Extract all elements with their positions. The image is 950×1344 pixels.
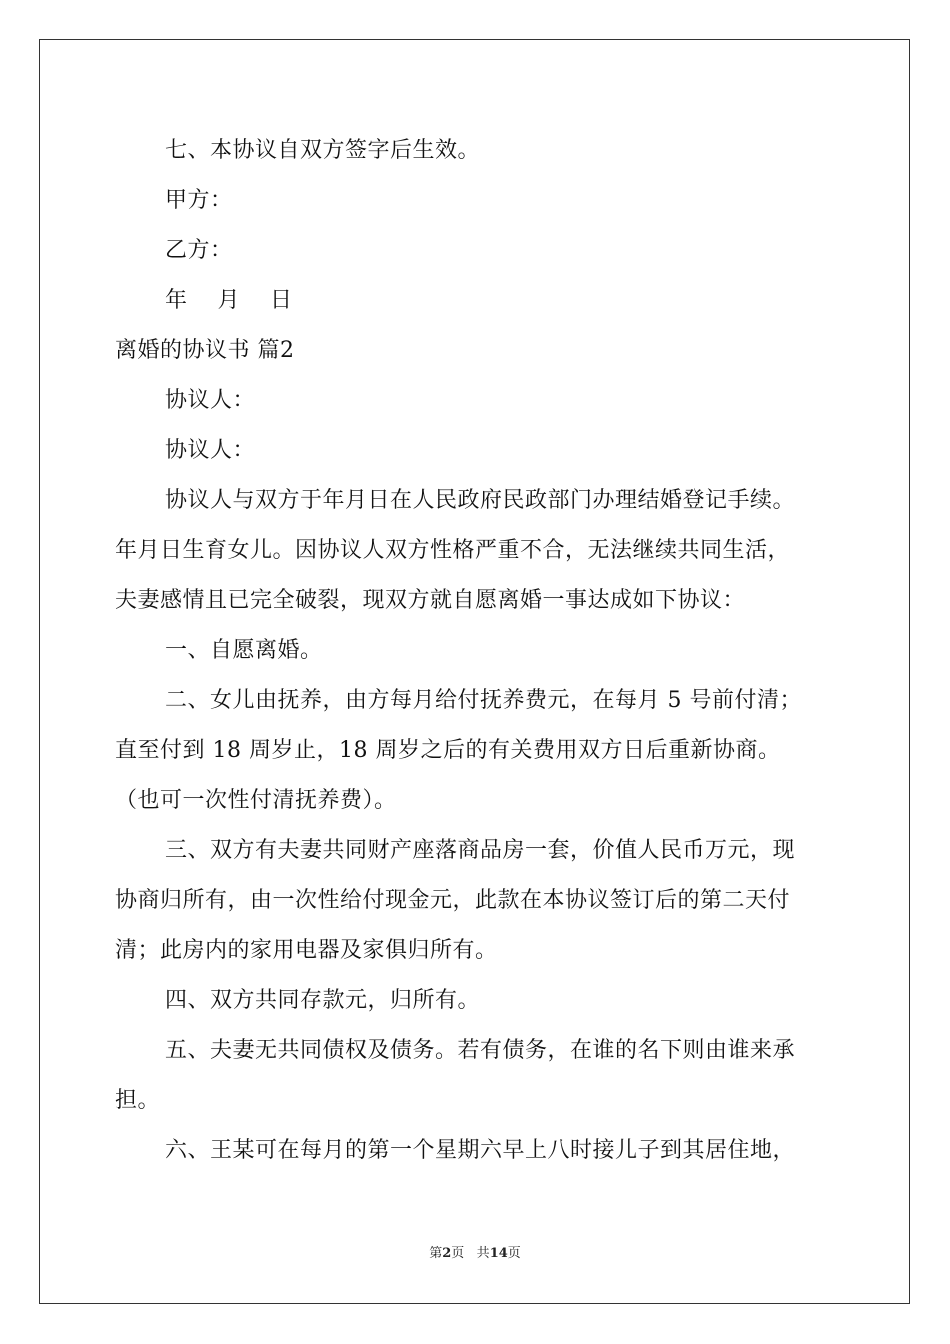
clause-line: 清；此房内的家用电器及家俱归所有。 xyxy=(115,938,498,963)
clause-line: 二、女儿由抚养，由方每月给付抚养费元，在每月 5 号前付清； xyxy=(165,688,802,713)
party-b-label: 乙方： xyxy=(165,238,233,263)
clause-line: （也可一次性付清抚养费）。 xyxy=(115,788,397,813)
clause-line: 一、自愿离婚。 xyxy=(165,638,323,663)
page-footer xyxy=(0,1242,950,1261)
date-line: 年 月 日 xyxy=(165,288,293,313)
clause-line: 五、夫妻无共同债权及债务。若有债务，在谁的名下则由谁来承 xyxy=(165,1038,796,1063)
paragraph-line: 协议人与双方于年月日在人民政府民政部门办理结婚登记手续。 xyxy=(165,488,796,513)
clause-line: 担。 xyxy=(115,1088,161,1113)
paragraph-line: 夫妻感情且已完全破裂，现双方就自愿离婚一事达成如下协议： xyxy=(115,588,746,613)
party-a-label: 甲方： xyxy=(165,188,233,213)
footer-total-prefix: 共 xyxy=(476,1246,490,1261)
paragraph: 七、本协议自双方签字后生效。 xyxy=(165,138,481,163)
clause-line: 三、双方有夫妻共同财产座落商品房一套，价值人民币万元，现 xyxy=(165,838,796,863)
footer-prefix: 第 xyxy=(429,1246,443,1261)
clause-line: 四、双方共同存款元，归所有。 xyxy=(165,988,481,1013)
page-border xyxy=(39,39,910,1304)
party-label: 协议人： xyxy=(165,438,256,463)
clause-line: 协商归所有，由一次性给付现金元，此款在本协议签订后的第二天付 xyxy=(115,888,791,913)
total-pages: 14 xyxy=(489,1246,508,1261)
footer-page-suffix: 页 xyxy=(451,1246,465,1261)
paragraph-line: 年月日生育女儿。因协议人双方性格严重不合，无法继续共同生活， xyxy=(115,538,791,563)
clause-line: 直至付到 18 周岁止，18 周岁之后的有关费用双方日后重新协商。 xyxy=(115,738,781,763)
party-label: 协议人： xyxy=(165,388,256,413)
page-number: 2 xyxy=(442,1246,452,1261)
section-heading: 离婚的协议书 篇2 xyxy=(115,338,295,363)
clause-line: 六、王某可在每月的第一个星期六早上八时接儿子到其居住地， xyxy=(165,1138,796,1163)
footer-total-suffix: 页 xyxy=(507,1246,521,1261)
